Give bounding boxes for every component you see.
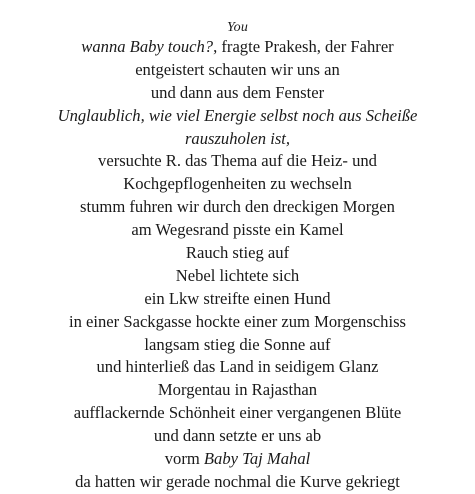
line-text: und dann aus dem Fenster (150, 82, 325, 102)
italic-text: rauszuholen ist, (184, 128, 291, 148)
poem-line (0, 448, 475, 471)
poem-line (0, 59, 475, 82)
poem-line (0, 196, 475, 219)
line-text: stumm fuhren wir durch den dreckigen Morgen (80, 197, 395, 217)
line-text: langsam stieg die Sonne auf (144, 334, 331, 354)
poem-line (0, 402, 475, 425)
poem-line (0, 105, 475, 128)
italic-text: Baby Taj Mahal (203, 449, 311, 469)
poem-line (0, 36, 475, 59)
line-text: und hinterließ das Land in seidigem Glanz (96, 357, 379, 377)
line-text: versuchte R. das Thema auf die Heiz- und (98, 151, 377, 171)
poem-line (0, 288, 475, 311)
line-text: Nebel lichtete sich (175, 265, 300, 285)
line-text: am Wegesrand pisste ein Kamel (131, 220, 344, 240)
poem-line (0, 242, 475, 265)
poem-text (0, 16, 475, 494)
poem-line (0, 265, 475, 288)
line-text: aufflackernde Schönheit einer vergangenen Blüte (73, 403, 402, 423)
poem-line (0, 128, 475, 151)
line-text: ein Lkw streifte einen Hund (144, 288, 331, 308)
poem-line (0, 356, 475, 379)
poem-line (0, 379, 475, 402)
poem-line (0, 425, 475, 448)
poem-line (0, 334, 475, 357)
line-text: in einer Sackgasse hockte einer zum Morgenschiss (68, 311, 406, 331)
line-text: und dann setzte er uns ab (153, 426, 322, 446)
line-text: Rauch stieg auf (185, 243, 290, 263)
line-text: da hatten wir gerade nochmal die Kurve gekriegt (75, 471, 400, 491)
poem-line (0, 471, 475, 494)
poem-line (0, 219, 475, 242)
poem-title: You (226, 20, 249, 35)
poem-line (0, 16, 475, 36)
line-text: Morgentau in Rajasthan (157, 380, 318, 400)
poem-line (0, 82, 475, 105)
line-text: Kochgepflogenheiten zu wechseln (123, 174, 352, 194)
poem-line (0, 311, 475, 334)
line-text: , fragte Prakesh, der Fahrer (213, 37, 394, 56)
line-text: vorm (164, 449, 204, 469)
poem-line (0, 150, 475, 173)
poem-line (0, 173, 475, 196)
line-text: entgeistert schauten wir uns an (135, 59, 340, 79)
italic-text: Unglaublich, wie viel Energie selbst noch aus Scheiße (57, 105, 418, 125)
italic-text: wanna Baby touch? (81, 37, 214, 56)
